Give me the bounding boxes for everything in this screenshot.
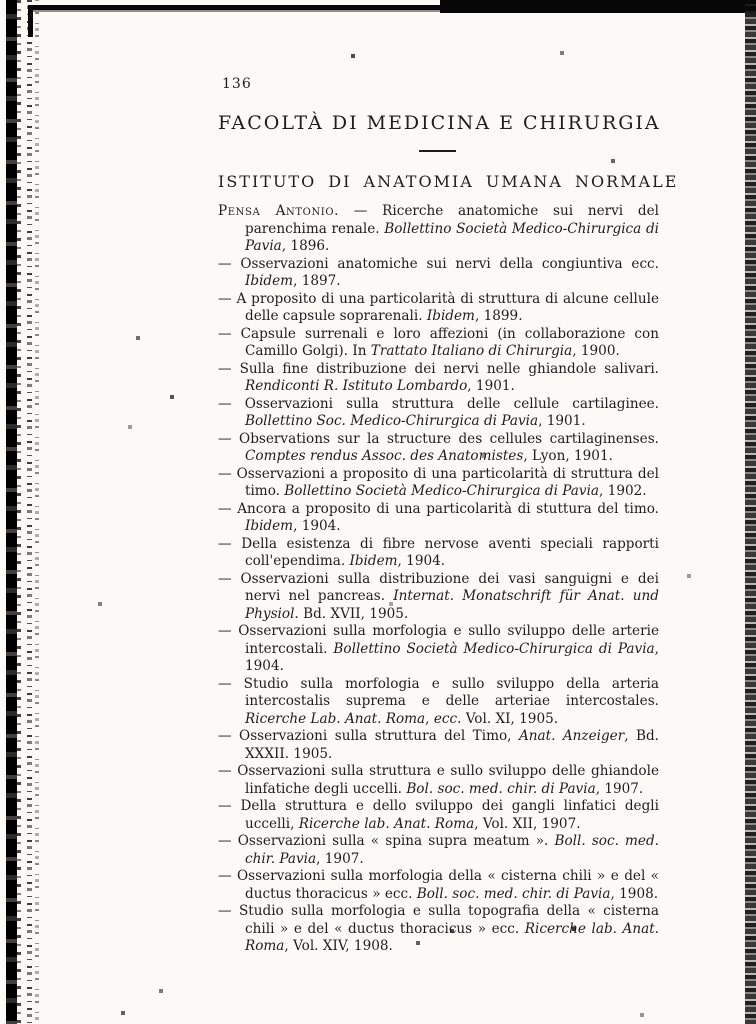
entry-text-segment: , 1904. [397,553,446,569]
entry-text-segment: Comptes rendus Assoc. des Anatomistes [245,448,524,464]
entry-text-segment: , 1904. [245,640,659,674]
bibliography-entry [218,903,659,956]
entry-text-segment: — Osservazioni sulla struttura e sullo sviluppo delle ghiandole linfatiche degli uccelli. [218,763,659,797]
bibliography-entry [218,676,659,729]
entry-text-segment: ecc. [433,710,462,727]
entry-text-segment: — Osservazioni sulla struttura delle cellule cartilaginee. [218,395,659,412]
entry-text-segment: , [425,710,434,727]
right-edge-scan-strip [745,0,756,1024]
entry-text-segment: — Della struttura e dello sviluppo dei gangli linfatici degli uccelli, [218,798,659,832]
entry-text-segment: — Studio sulla morfologia e sullo sviluppo della arteria intercostalis suprema e delle arteriae intercostales. [218,675,659,709]
entry-text-segment: Bollettino Società Medico-Chirurgica di Pavia [245,220,659,254]
entry-text-segment: , Lyon, 1901. [523,448,613,464]
entry-text-segment: — A proposito di una particolarità di struttura di alcune cellule delle capsule soprarenali. [218,290,659,324]
entry-text-segment: , 1904. [293,518,341,534]
entry-text-segment: — Osservazioni sulla struttura del Timo, [218,728,519,744]
title-divider-rule [419,150,456,152]
entry-text-segment: , 1908. [610,885,659,902]
left-binding-noise [17,0,21,1024]
entry-text-segment: , 1897. [293,273,341,289]
entry-text-segment: — Sulla fine distribuzione dei nervi nelle ghiandole salivari. [218,360,659,377]
bibliography-entry [218,571,659,624]
entry-text-segment: Rendiconti R. Istituto Lombardo [245,378,468,394]
institute-title: ISTITUTO DI ANATOMIA UMANA NORMALE [218,172,679,191]
bibliography-entry [218,623,659,676]
entry-text-segment: — Osservazioni sulla « spina supra meatum ». [218,833,555,849]
entry-text-segment: , 1907. [595,780,644,797]
entry-text-segment: , 1902. [599,483,647,499]
entry-text-segment: Anat. Anzeiger [518,728,625,744]
entry-text-segment: , Vol. XIV, 1908. [284,938,393,954]
entry-text-segment: Ricerche Lab. Anat. Roma [245,710,426,727]
bibliography-entry [218,501,659,536]
entry-text-segment: , 1896. [281,238,330,254]
entry-text-segment: — Studio sulla morfologia e sulla topografia della « cisterna chili » e del « ductus thoracicus » ecc. [218,903,659,937]
bibliography-entry [218,361,659,396]
entry-text-segment: Boll. soc. med. chir. di Pavia [416,885,611,902]
entry-text-segment: Ricerche lab. Anat. Roma [298,815,475,832]
entry-text-segment: — Osservazioni anatomiche sui nervi della congiuntiva ecc. [218,255,659,272]
entry-text-segment: Boll. soc. med. chir. Pavia [245,833,660,867]
left-noise-strip [27,0,32,1024]
entry-text-segment: — Osservazioni sulla morfologia della « cisterna chili » e del « ductus thoracicus » ecc. [218,868,659,902]
bibliography-entry [218,798,659,833]
entry-text-segment: Vol. XI, 1905. [461,710,559,727]
bibliography-entry [218,728,659,763]
bibliography-list [218,203,659,956]
bibliography-entry [218,291,659,326]
entry-text-segment: Bollettino Società Medico-Chirurgica di Pavia [284,483,600,499]
bibliography-entry [218,203,659,256]
entry-text-segment: — Della esistenza di fibre nervose aventi speciali rapporti coll'ependima. [218,535,659,569]
entry-text-segment: Ibidem [349,553,398,569]
scan-specks [0,0,2,2]
bibliography-entry [218,326,659,361]
entry-text-segment: — Osservazioni sulla morfologia e sullo sviluppo delle arterie intercostali. [218,623,659,657]
bibliography-entry [218,763,659,798]
entry-text-segment: Ibidem [245,273,294,289]
page-number: 136 [222,76,252,92]
bibliography-entry [218,396,659,431]
entry-text-segment: , 1901. [467,378,515,394]
entry-text-segment: , Bd. XXXII. 1905. [245,728,660,762]
entry-text-segment: , 1907. [316,850,364,867]
entry-text-segment: Ricerche lab. Anat. Roma [245,920,660,954]
bibliography-entry [218,868,659,903]
top-right-scan-band [440,0,756,13]
entry-text-segment: Internat. Monatschrift für Anat. und Physiol. [245,588,659,622]
entry-text-segment: , 1900. [572,343,620,359]
entry-text-segment: , Vol. XII, 1907. [474,815,581,832]
bibliography-entry [218,466,659,501]
entry-text-segment: , 1901. [538,413,586,429]
entry-text-segment: Ibidem [245,518,294,534]
entry-text-segment: Ibidem [426,308,475,324]
entry-text-segment: — Ancora a proposito di una particolarità di stuttura del timo. [218,500,659,517]
top-left-border-hook [28,5,33,37]
entry-text-segment: Bd. XVII, 1905. [298,605,409,622]
entry-text-segment: — Osservazioni sulla distribuzione dei vasi sanguigni e dei nervi nel pancreas. [218,570,659,604]
entry-text-segment: — Observations sur la structure des cellules cartilaginenses. [218,430,659,447]
bibliography-entry [218,536,659,571]
entry-text-segment: Bol. soc. med. chir. di Pavia [406,780,596,797]
entry-text-segment: — Ricerche anatomiche sui nervi del parenchima renale. [245,203,659,237]
entry-text-segment: — Osservazioni a proposito di una particolarità di struttura del timo. [218,465,659,499]
entry-text-segment: — Capsule surrenali e loro affezioni (in collaborazione con Camillo Golgi). In [218,325,659,359]
left-noise-strip-secondary [35,0,39,1024]
left-binding-bar [6,0,17,1024]
entry-text-segment: , 1899. [474,308,523,324]
bibliography-entry [218,256,659,291]
entry-text-segment: Bollettino Soc. Medico-Chirurgica di Pavia [245,413,539,429]
entry-text-segment: Pensa Antonio. [218,203,340,219]
faculty-title: FACOLTÀ DI MEDICINA E CHIRURGIA [218,112,661,134]
bibliography-entry [218,833,659,868]
bibliography-entry [218,431,659,466]
entry-text-segment: Bollettino Società Medico-Chirurgica di Pavia [333,640,655,657]
entry-text-segment: Trattato Italiano di Chirurgia [370,343,573,359]
